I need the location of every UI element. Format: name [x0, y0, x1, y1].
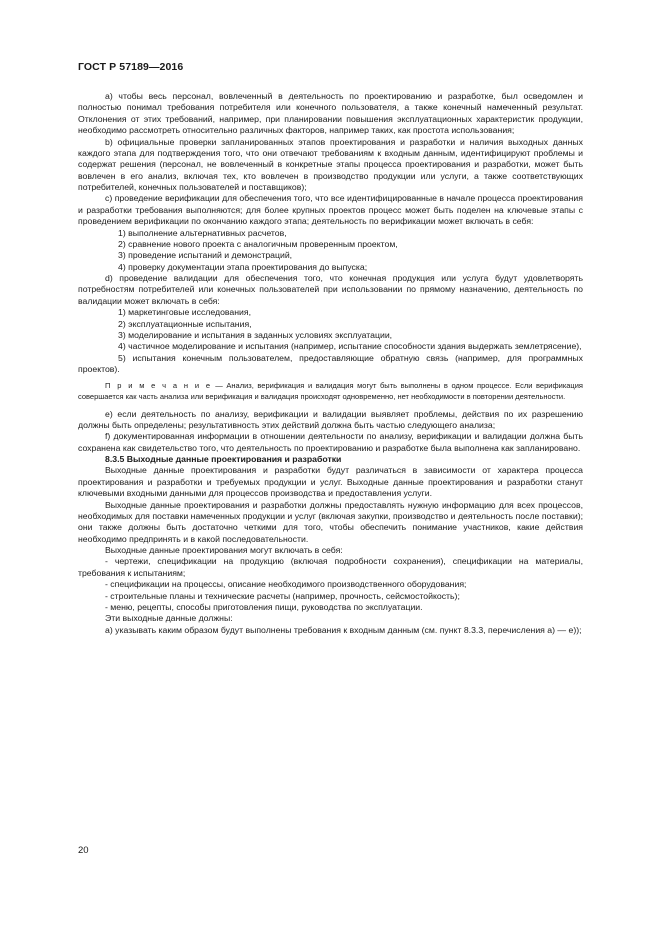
dash-item-building-plans: - строительные планы и технические расчеты (например, прочность, сейсмостойкость); — [105, 590, 460, 601]
document-body — [78, 91, 583, 636]
paragraph-outputs-include: Выходные данные проектирования могут включать в себя: — [105, 545, 343, 556]
dash-item-menus: - меню, рецепты, способы приготовления пищи, руководства по эксплуатации. — [105, 601, 423, 612]
document-header: ГОСТ Р 57189—2016 — [78, 61, 184, 73]
paragraph-outputs-must: Эти выходные данные должны: — [105, 613, 233, 624]
sub-item-c4: 4) проверку документации этапа проектирования до выпуска; — [118, 261, 368, 272]
dash-item-drawings: - чертежи, спецификации на продукцию (включая подробности сохранения), спецификации на материалы, требования к испытаниям; — [78, 556, 583, 578]
list-item-b: b) официальные проверки запланированных этапов проектирования и разработки и наличия выходных данных каждого этапа для подтверждения того, что они отвечают требованиям к входным данным, идентифицируют проблемы и содержат решения (персонал, не вовлеченный в конкретные этапы процесса проектирования и разработки, может быть вовлечен в его анализ, включая тех, кто вовлечен в производство продукции или услуги, а также соответствующих потребителей, конечных пользователей и поставщиков); — [78, 136, 583, 192]
list-item-c: c) проведение верификации для обеспечения того, что все идентифицированные в начале процесса проектирования и разработки требования выполняются; для более крупных проектов процесс может быть поделен на ключевые этапы с проведением верификации по окончанию каждого этапа; деятельность по верификации может включать в себя: — [78, 193, 583, 227]
sub-item-d4-text: 4) частичное моделирование и испытания (например, испытание способности здания выдержать землетрясение), — [118, 341, 582, 352]
sub-item-d1: 1) маркетинговые исследования, — [118, 307, 252, 318]
list-item-f: f) документированная информации в отношении деятельности по анализу, верификации и валидации должна быть сохранена как свидетельство того, что деятельность по проектированию и разработке была выполнена как запланировано. — [78, 431, 583, 453]
dash-item-process-specs: - спецификации на процессы, описание необходимого производственного оборудования; — [105, 579, 467, 590]
page-number: 20 — [78, 845, 89, 856]
sub-item-d4 — [78, 341, 583, 352]
sub-item-d5-text: 5) испытания конечным пользователем, предоставляющие обратную связь (например, для программных проектов). — [78, 352, 583, 374]
list-item-a-final: a) указывать каким образом будут выполнены требования к входным данным (см. пункт 8.3.3, перечисления a) — e)); — [105, 624, 582, 635]
note-text: — Анализ, верификация и валидация могут быть выполнены в одном процессе. Если верификация совершается как часть анализа или верификация и валидация происходят одновременно, нет необходимости в повторении деятельности. — [78, 381, 583, 401]
sub-item-d5 — [78, 353, 583, 376]
paragraph-outputs-vary: Выходные данные проектирования и разработки будут различаться в зависимости от характера процесса проектирования и разработки и требуемых продукции и услуг. Выходные данные проектирования и разработки станут ключевыми входными данными для процессов производства и предоставления услуги. — [78, 465, 583, 499]
list-item-e: e) если деятельность по анализу, верификации и валидации выявляет проблемы, действия по их разрешению должны быть определены; результативность этих действий должна быть частью следующего анализа; — [78, 408, 583, 430]
paragraph-outputs-info: Выходные данные проектирования и разработки должны предоставлять нужную информацию для всех процессов, необходимых для поставки намеченных продукции и услуг (включая закупки, производство и деятельность после поставки); они также должны быть достаточно четкими для того, чтобы обеспечить понимание участников, какие действия необходимо предпринять и в какой последовательности. — [78, 499, 583, 544]
list-item-d: d) проведение валидации для обеспечения того, что конечная продукция или услуга будут удовлетворять потребностям потребителей или конечных пользователей при использовании по прямому назначению, деятельность по валидации может включать в себя: — [78, 273, 583, 306]
note-label: П р и м е ч а н и е — [105, 381, 212, 391]
sub-item-d2: 2) эксплуатационные испытания, — [118, 318, 252, 329]
sub-item-c2: 2) сравнение нового проекта с аналогичным проверенным проектом, — [118, 238, 398, 249]
note — [78, 381, 583, 402]
sub-item-c3: 3) проведение испытаний и демонстраций, — [118, 250, 293, 261]
sub-item-c1: 1) выполнение альтернативных расчетов, — [118, 227, 287, 238]
sub-item-d3: 3) моделирование и испытания в заданных условиях эксплуатации, — [118, 329, 393, 340]
section-heading: 8.3.5 Выходные данные проектирования и разработки — [105, 454, 342, 465]
list-item-a: a) чтобы весь персонал, вовлеченный в деятельность по проектированию и разработке, был осведомлен и полностью понимал требования потребителя или конечного пользователя, а также конечный намеченный результат. Отклонения от этих требований, например, при планировании повышения эксплуатационных характеристик продукции, необходимо рассмотреть относительно различных факторов, например таких, как простота использования; — [78, 91, 583, 136]
